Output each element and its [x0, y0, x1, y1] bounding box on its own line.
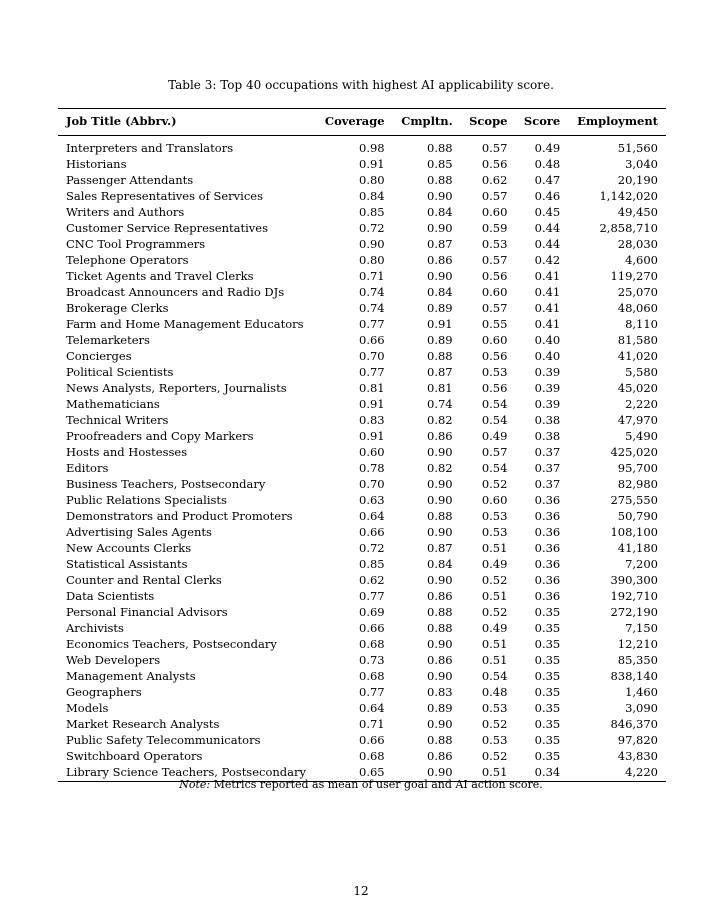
- cell-score: 0.47: [534, 173, 561, 187]
- cell-scope: 0.56: [481, 157, 508, 171]
- cell-employment: 275,550: [610, 493, 658, 507]
- cell-job-title: Library Science Teachers, Postsecondary: [66, 765, 307, 779]
- cell-job-title: Advertising Sales Agents: [66, 525, 212, 539]
- table-row: [58, 636, 666, 652]
- table-row: [58, 732, 666, 748]
- cell-employment: 846,370: [610, 717, 658, 731]
- cell-scope: 0.49: [481, 621, 508, 635]
- cell-cmpltn: 0.90: [427, 189, 453, 203]
- header-coverage: Coverage: [316, 109, 392, 136]
- cell-coverage: 0.62: [359, 573, 385, 587]
- cell-score: 0.34: [534, 765, 561, 779]
- note-label: Note:: [179, 778, 211, 791]
- cell-scope: 0.53: [481, 509, 508, 523]
- cell-employment: 85,350: [617, 653, 658, 667]
- cell-employment: 5,580: [625, 365, 658, 379]
- cell-score: 0.36: [534, 557, 561, 571]
- cell-coverage: 0.64: [359, 509, 385, 523]
- header-score: Score: [515, 109, 568, 136]
- cell-score: 0.35: [534, 733, 561, 747]
- cell-score: 0.35: [534, 653, 561, 667]
- cell-score: 0.35: [534, 749, 561, 763]
- table-row: [58, 572, 666, 588]
- cell-scope: 0.57: [481, 253, 508, 267]
- cell-cmpltn: 0.88: [427, 509, 453, 523]
- cell-scope: 0.54: [481, 461, 508, 475]
- cell-coverage: 0.74: [359, 285, 385, 299]
- cell-scope: 0.51: [481, 637, 508, 651]
- cell-coverage: 0.78: [359, 461, 385, 475]
- cell-score: 0.38: [534, 413, 561, 427]
- table-row: [58, 172, 666, 188]
- cell-coverage: 0.91: [359, 157, 385, 171]
- table-row: [58, 700, 666, 716]
- cell-cmpltn: 0.82: [427, 461, 453, 475]
- cell-score: 0.37: [534, 461, 561, 475]
- cell-job-title: CNC Tool Programmers: [66, 237, 206, 251]
- cell-scope: 0.53: [481, 365, 508, 379]
- cell-score: 0.35: [534, 685, 561, 699]
- cell-scope: 0.57: [481, 445, 508, 459]
- cell-cmpltn: 0.84: [427, 557, 453, 571]
- cell-score: 0.41: [534, 317, 561, 331]
- table-row: [58, 604, 666, 620]
- header-employment: Employment: [568, 109, 666, 136]
- table-row: [58, 252, 666, 268]
- table-row: [58, 492, 666, 508]
- table-row: [58, 236, 666, 252]
- cell-employment: 3,040: [625, 157, 658, 171]
- table-caption: Table 3: Top 40 occupations with highest AI applicability score.: [168, 78, 554, 92]
- cell-job-title: Mathematicians: [66, 397, 160, 411]
- cell-cmpltn: 0.90: [427, 717, 453, 731]
- table-body: [58, 136, 666, 782]
- cell-coverage: 0.77: [359, 317, 385, 331]
- table-row: [58, 204, 666, 220]
- cell-coverage: 0.71: [359, 269, 385, 283]
- table-row: [58, 668, 666, 684]
- cell-job-title: Farm and Home Management Educators: [66, 317, 304, 331]
- cell-scope: 0.57: [481, 301, 508, 315]
- cell-employment: 8,110: [625, 317, 658, 331]
- cell-employment: 1,142,020: [599, 189, 658, 203]
- cell-score: 0.39: [534, 397, 561, 411]
- cell-employment: 272,190: [610, 605, 658, 619]
- cell-cmpltn: 0.89: [427, 301, 453, 315]
- cell-coverage: 0.72: [359, 221, 385, 235]
- cell-scope: 0.52: [481, 477, 508, 491]
- cell-score: 0.37: [534, 477, 561, 491]
- cell-coverage: 0.60: [359, 445, 385, 459]
- cell-scope: 0.53: [481, 733, 508, 747]
- table-row: [58, 188, 666, 204]
- table-row: [58, 748, 666, 764]
- cell-scope: 0.54: [481, 397, 508, 411]
- cell-job-title: Concierges: [66, 349, 132, 363]
- cell-job-title: Switchboard Operators: [66, 749, 203, 763]
- cell-score: 0.36: [534, 493, 561, 507]
- cell-job-title: Economics Teachers, Postsecondary: [66, 637, 277, 651]
- cell-scope: 0.60: [481, 205, 508, 219]
- cell-coverage: 0.66: [359, 525, 385, 539]
- cell-coverage: 0.68: [359, 669, 385, 683]
- cell-cmpltn: 0.86: [427, 653, 453, 667]
- cell-cmpltn: 0.74: [427, 397, 453, 411]
- header-cmpltn: Cmpltn.: [393, 109, 461, 136]
- cell-cmpltn: 0.85: [427, 157, 453, 171]
- cell-employment: 425,020: [610, 445, 658, 459]
- cell-coverage: 0.72: [359, 541, 385, 555]
- cell-job-title: Public Safety Telecommunicators: [66, 733, 261, 747]
- cell-scope: 0.51: [481, 541, 508, 555]
- cell-coverage: 0.85: [359, 205, 385, 219]
- cell-job-title: Business Teachers, Postsecondary: [66, 477, 266, 491]
- cell-coverage: 0.68: [359, 749, 385, 763]
- cell-employment: 41,020: [617, 349, 658, 363]
- cell-cmpltn: 0.87: [427, 365, 453, 379]
- cell-job-title: Political Scientists: [66, 365, 174, 379]
- cell-cmpltn: 0.83: [427, 685, 453, 699]
- cell-job-title: Historians: [66, 157, 127, 171]
- cell-cmpltn: 0.86: [427, 589, 453, 603]
- cell-job-title: Hosts and Hostesses: [66, 445, 188, 459]
- cell-scope: 0.62: [481, 173, 508, 187]
- cell-employment: 2,858,710: [599, 221, 658, 235]
- cell-score: 0.35: [534, 717, 561, 731]
- cell-employment: 48,060: [617, 301, 658, 315]
- cell-cmpltn: 0.90: [427, 525, 453, 539]
- cell-scope: 0.52: [481, 749, 508, 763]
- cell-cmpltn: 0.84: [427, 205, 453, 219]
- cell-job-title: Telephone Operators: [66, 253, 189, 267]
- cell-cmpltn: 0.88: [427, 621, 453, 635]
- cell-employment: 81,580: [617, 333, 658, 347]
- cell-job-title: Proofreaders and Copy Markers: [66, 429, 254, 443]
- cell-job-title: Statistical Assistants: [66, 557, 188, 571]
- cell-scope: 0.52: [481, 717, 508, 731]
- cell-employment: 3,090: [625, 701, 658, 715]
- cell-cmpltn: 0.87: [427, 541, 453, 555]
- cell-employment: 390,300: [610, 573, 658, 587]
- table-row: [58, 268, 666, 284]
- table-row: [58, 524, 666, 540]
- cell-scope: 0.56: [481, 381, 508, 395]
- cell-score: 0.40: [534, 349, 561, 363]
- cell-job-title: Models: [66, 701, 109, 715]
- cell-job-title: News Analysts, Reporters, Journalists: [66, 381, 287, 395]
- cell-coverage: 0.84: [359, 189, 385, 203]
- cell-job-title: New Accounts Clerks: [66, 541, 192, 555]
- cell-job-title: Public Relations Specialists: [66, 493, 227, 507]
- cell-scope: 0.53: [481, 525, 508, 539]
- cell-score: 0.44: [534, 221, 561, 235]
- cell-cmpltn: 0.84: [427, 285, 453, 299]
- table-row: [58, 444, 666, 460]
- table-header: [58, 109, 666, 136]
- cell-scope: 0.55: [481, 317, 508, 331]
- cell-scope: 0.59: [481, 221, 508, 235]
- cell-employment: 50,790: [617, 509, 658, 523]
- cell-coverage: 0.70: [359, 477, 385, 491]
- cell-employment: 20,190: [617, 173, 658, 187]
- cell-score: 0.39: [534, 381, 561, 395]
- cell-employment: 119,270: [610, 269, 658, 283]
- cell-employment: 25,070: [617, 285, 658, 299]
- cell-employment: 82,980: [617, 477, 658, 491]
- cell-cmpltn: 0.90: [427, 221, 453, 235]
- table-row: [58, 284, 666, 300]
- cell-cmpltn: 0.87: [427, 237, 453, 251]
- cell-scope: 0.54: [481, 669, 508, 683]
- cell-job-title: Web Developers: [66, 653, 161, 667]
- cell-employment: 4,220: [625, 765, 658, 779]
- table-row: [58, 156, 666, 172]
- page-number: 12: [353, 884, 369, 898]
- table-row: [58, 684, 666, 700]
- cell-cmpltn: 0.88: [427, 605, 453, 619]
- cell-coverage: 0.63: [359, 493, 385, 507]
- cell-scope: 0.57: [481, 141, 508, 155]
- cell-cmpltn: 0.81: [427, 381, 453, 395]
- cell-cmpltn: 0.89: [427, 701, 453, 715]
- note-text: Metrics reported as mean of user goal and AI action score.: [213, 778, 543, 791]
- cell-score: 0.35: [534, 621, 561, 635]
- header-row: [58, 109, 666, 136]
- table-row: [58, 332, 666, 348]
- cell-cmpltn: 0.90: [427, 477, 453, 491]
- cell-coverage: 0.77: [359, 365, 385, 379]
- table-row: [58, 508, 666, 524]
- cell-job-title: Writers and Authors: [66, 205, 185, 219]
- cell-coverage: 0.81: [359, 381, 385, 395]
- cell-job-title: Brokerage Clerks: [66, 301, 169, 315]
- occupations-table: [58, 108, 666, 781]
- table-row: [58, 220, 666, 236]
- cell-score: 0.49: [534, 141, 561, 155]
- cell-cmpltn: 0.90: [427, 765, 453, 779]
- table-row: [58, 396, 666, 412]
- cell-score: 0.41: [534, 285, 561, 299]
- cell-employment: 41,180: [617, 541, 658, 555]
- cell-job-title: Personal Financial Advisors: [66, 605, 228, 619]
- header-job-title: Job Title (Abbrv.): [58, 109, 316, 136]
- cell-scope: 0.53: [481, 237, 508, 251]
- cell-score: 0.39: [534, 365, 561, 379]
- cell-score: 0.45: [534, 205, 561, 219]
- table-row: [58, 652, 666, 668]
- cell-job-title: Demonstrators and Product Promoters: [66, 509, 293, 523]
- cell-employment: 49,450: [617, 205, 658, 219]
- cell-employment: 97,820: [617, 733, 658, 747]
- table-container: [58, 108, 666, 782]
- cell-cmpltn: 0.86: [427, 253, 453, 267]
- cell-coverage: 0.64: [359, 701, 385, 715]
- cell-cmpltn: 0.90: [427, 269, 453, 283]
- table-row: [58, 412, 666, 428]
- cell-coverage: 0.85: [359, 557, 385, 571]
- cell-cmpltn: 0.88: [427, 173, 453, 187]
- table-row: [58, 316, 666, 332]
- cell-employment: 4,600: [625, 253, 658, 267]
- table-row: [58, 556, 666, 572]
- cell-job-title: Customer Service Representatives: [66, 221, 268, 235]
- cell-score: 0.35: [534, 669, 561, 683]
- cell-scope: 0.51: [481, 765, 508, 779]
- cell-coverage: 0.69: [359, 605, 385, 619]
- cell-score: 0.44: [534, 237, 561, 251]
- cell-scope: 0.60: [481, 493, 508, 507]
- cell-coverage: 0.80: [359, 173, 385, 187]
- header-scope: Scope: [461, 109, 516, 136]
- cell-job-title: Counter and Rental Clerks: [66, 573, 222, 587]
- cell-scope: 0.60: [481, 285, 508, 299]
- cell-score: 0.35: [534, 637, 561, 651]
- cell-job-title: Geographers: [66, 685, 142, 699]
- cell-coverage: 0.66: [359, 333, 385, 347]
- cell-cmpltn: 0.88: [427, 141, 453, 155]
- cell-coverage: 0.83: [359, 413, 385, 427]
- cell-coverage: 0.91: [359, 429, 385, 443]
- cell-score: 0.36: [534, 541, 561, 555]
- cell-job-title: Technical Writers: [66, 413, 169, 427]
- cell-employment: 7,200: [625, 557, 658, 571]
- table-note: [0, 778, 722, 791]
- cell-scope: 0.53: [481, 701, 508, 715]
- cell-cmpltn: 0.90: [427, 493, 453, 507]
- cell-employment: 95,700: [617, 461, 658, 475]
- cell-coverage: 0.65: [359, 765, 385, 779]
- table-row: [58, 460, 666, 476]
- cell-score: 0.35: [534, 605, 561, 619]
- cell-employment: 47,970: [617, 413, 658, 427]
- cell-employment: 45,020: [617, 381, 658, 395]
- cell-score: 0.36: [534, 525, 561, 539]
- cell-job-title: Ticket Agents and Travel Clerks: [66, 269, 254, 283]
- table-row: [58, 364, 666, 380]
- table-row: [58, 620, 666, 636]
- cell-employment: 2,220: [625, 397, 658, 411]
- cell-job-title: Data Scientists: [66, 589, 155, 603]
- cell-job-title: Archivists: [66, 621, 124, 635]
- cell-employment: 7,150: [625, 621, 658, 635]
- cell-coverage: 0.80: [359, 253, 385, 267]
- cell-job-title: Management Analysts: [66, 669, 196, 683]
- cell-score: 0.37: [534, 445, 561, 459]
- table-row: [58, 540, 666, 556]
- cell-score: 0.41: [534, 269, 561, 283]
- cell-scope: 0.49: [481, 429, 508, 443]
- table-row: [58, 380, 666, 396]
- cell-score: 0.40: [534, 333, 561, 347]
- table-row: [58, 300, 666, 316]
- cell-scope: 0.54: [481, 413, 508, 427]
- cell-coverage: 0.74: [359, 301, 385, 315]
- cell-scope: 0.56: [481, 349, 508, 363]
- cell-coverage: 0.90: [359, 237, 385, 251]
- cell-cmpltn: 0.91: [427, 317, 453, 331]
- cell-cmpltn: 0.90: [427, 445, 453, 459]
- cell-employment: 192,710: [610, 589, 658, 603]
- cell-score: 0.42: [534, 253, 561, 267]
- cell-job-title: Interpreters and Translators: [66, 141, 234, 155]
- cell-cmpltn: 0.86: [427, 429, 453, 443]
- cell-job-title: Passenger Attendants: [66, 173, 194, 187]
- cell-score: 0.35: [534, 701, 561, 715]
- cell-cmpltn: 0.82: [427, 413, 453, 427]
- cell-coverage: 0.77: [359, 589, 385, 603]
- cell-score: 0.36: [534, 573, 561, 587]
- table-row: [58, 136, 666, 157]
- cell-cmpltn: 0.88: [427, 733, 453, 747]
- cell-score: 0.36: [534, 509, 561, 523]
- cell-score: 0.38: [534, 429, 561, 443]
- cell-scope: 0.60: [481, 333, 508, 347]
- cell-scope: 0.52: [481, 573, 508, 587]
- cell-coverage: 0.66: [359, 621, 385, 635]
- cell-employment: 108,100: [610, 525, 658, 539]
- cell-scope: 0.49: [481, 557, 508, 571]
- cell-employment: 28,030: [617, 237, 658, 251]
- cell-employment: 51,560: [617, 141, 658, 155]
- cell-coverage: 0.77: [359, 685, 385, 699]
- cell-scope: 0.51: [481, 653, 508, 667]
- table-row: [58, 716, 666, 732]
- cell-coverage: 0.70: [359, 349, 385, 363]
- cell-job-title: Telemarketers: [66, 333, 150, 347]
- table-row: [58, 428, 666, 444]
- cell-score: 0.41: [534, 301, 561, 315]
- table-row: [58, 588, 666, 604]
- cell-cmpltn: 0.86: [427, 749, 453, 763]
- cell-employment: 838,140: [610, 669, 658, 683]
- cell-coverage: 0.68: [359, 637, 385, 651]
- cell-scope: 0.56: [481, 269, 508, 283]
- cell-score: 0.36: [534, 589, 561, 603]
- cell-cmpltn: 0.89: [427, 333, 453, 347]
- cell-coverage: 0.73: [359, 653, 385, 667]
- cell-scope: 0.57: [481, 189, 508, 203]
- cell-job-title: Broadcast Announcers and Radio DJs: [66, 285, 285, 299]
- cell-coverage: 0.66: [359, 733, 385, 747]
- cell-cmpltn: 0.88: [427, 349, 453, 363]
- cell-scope: 0.52: [481, 605, 508, 619]
- cell-coverage: 0.91: [359, 397, 385, 411]
- cell-employment: 1,460: [625, 685, 658, 699]
- table-row: [58, 476, 666, 492]
- cell-cmpltn: 0.90: [427, 637, 453, 651]
- cell-employment: 12,210: [617, 637, 658, 651]
- table-row: [58, 348, 666, 364]
- cell-job-title: Editors: [66, 461, 109, 475]
- cell-job-title: Market Research Analysts: [66, 717, 220, 731]
- cell-cmpltn: 0.90: [427, 669, 453, 683]
- cell-score: 0.48: [534, 157, 561, 171]
- cell-coverage: 0.98: [359, 141, 385, 155]
- cell-scope: 0.51: [481, 589, 508, 603]
- cell-coverage: 0.71: [359, 717, 385, 731]
- cell-cmpltn: 0.90: [427, 573, 453, 587]
- cell-employment: 43,830: [617, 749, 658, 763]
- cell-employment: 5,490: [625, 429, 658, 443]
- cell-scope: 0.48: [481, 685, 508, 699]
- cell-job-title: Sales Representatives of Services: [66, 189, 263, 203]
- cell-score: 0.46: [534, 189, 561, 203]
